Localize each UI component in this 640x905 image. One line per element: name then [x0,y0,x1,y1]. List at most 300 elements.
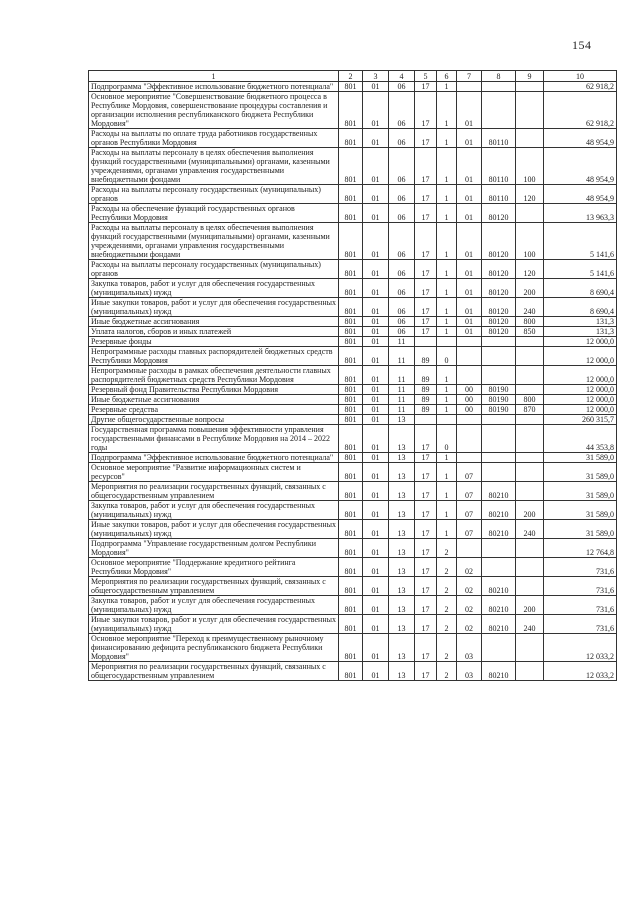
row-name-cell: Непрограммные расходы в рамках обеспечения деятельности главных распорядителей бюджетных средств Республики Мордовия [89,366,339,385]
row-code-cell: 01 [363,520,389,539]
table-row [89,596,617,615]
row-code-cell: 01 [363,337,389,347]
row-code-cell: 06 [389,204,415,223]
row-code-cell: 13 [389,463,415,482]
row-name-cell: Расходы на выплаты персоналу государственных (муниципальных) органов [89,185,339,204]
row-code-cell: 1 [437,82,457,92]
row-code-cell [516,539,544,558]
table-row [89,463,617,482]
row-code-cell: 01 [457,279,482,298]
row-sum-cell: 13 963,3 [544,204,617,223]
row-sum-cell: 44 353,8 [544,425,617,453]
row-code-cell: 100 [516,148,544,185]
table-row [89,204,617,223]
row-code-cell: 870 [516,405,544,415]
row-code-cell: 801 [339,405,363,415]
row-sum-cell: 12 000,0 [544,366,617,385]
row-code-cell [482,337,516,347]
row-name-cell: Основное мероприятие "Развитие информационных систем и ресурсов" [89,463,339,482]
row-sum-cell: 12 764,8 [544,539,617,558]
row-code-cell: 02 [457,577,482,596]
row-sum-cell: 12 000,0 [544,385,617,395]
row-code-cell [516,425,544,453]
row-code-cell: 17 [415,615,437,634]
row-code-cell: 1 [437,482,457,501]
header-cell: 10 [544,71,617,82]
row-name-cell: Закупка товаров, работ и услуг для обеспечения государственных (муниципальных) нужд [89,596,339,615]
row-name-cell: Закупка товаров, работ и услуг для обеспечения государственных (муниципальных) нужд [89,279,339,298]
row-name-cell: Подпрограмма "Управление государственным долгом Республики Мордовия" [89,539,339,558]
row-code-cell: 13 [389,415,415,425]
row-code-cell: 01 [363,577,389,596]
row-code-cell: 01 [363,395,389,405]
row-code-cell: 1 [437,185,457,204]
row-code-cell: 801 [339,148,363,185]
row-name-cell: Резервные средства [89,405,339,415]
row-name-cell: Расходы на обеспечение функций государственных органов Республики Мордовия [89,204,339,223]
row-code-cell [516,385,544,395]
row-code-cell: 80210 [482,596,516,615]
row-code-cell: 1 [437,366,457,385]
row-code-cell: 1 [437,317,457,327]
row-code-cell: 01 [363,317,389,327]
row-code-cell: 17 [415,327,437,337]
row-code-cell: 01 [457,298,482,317]
row-sum-cell: 8 690,4 [544,279,617,298]
row-code-cell: 17 [415,129,437,148]
row-code-cell: 1 [437,260,457,279]
row-code-cell: 17 [415,298,437,317]
row-code-cell [482,425,516,453]
row-code-cell [516,662,544,681]
row-name-cell: Резервный фонд Правительства Республики Мордовия [89,385,339,395]
row-name-cell: Подпрограмма "Эффективное использование бюджетного потенциала" [89,82,339,92]
row-code-cell: 801 [339,337,363,347]
row-code-cell: 800 [516,317,544,327]
table-row [89,129,617,148]
row-code-cell: 02 [457,558,482,577]
row-code-cell: 06 [389,279,415,298]
row-code-cell [516,558,544,577]
row-code-cell [457,337,482,347]
row-sum-cell: 31 589,0 [544,463,617,482]
row-code-cell: 801 [339,501,363,520]
row-sum-cell: 62 918,2 [544,82,617,92]
row-code-cell: 01 [363,662,389,681]
row-code-cell [516,129,544,148]
row-code-cell: 01 [457,223,482,260]
row-code-cell: 11 [389,366,415,385]
row-code-cell: 07 [457,501,482,520]
row-code-cell: 801 [339,539,363,558]
row-code-cell: 13 [389,615,415,634]
header-cell: 6 [437,71,457,82]
row-code-cell: 01 [363,425,389,453]
row-sum-cell: 260 315,7 [544,415,617,425]
row-name-cell: Мероприятия по реализации государственных функций, связанных с общегосударственным управлением [89,662,339,681]
row-code-cell: 801 [339,317,363,327]
row-code-cell: 801 [339,615,363,634]
row-code-cell: 80120 [482,223,516,260]
row-code-cell: 850 [516,327,544,337]
row-code-cell [482,92,516,129]
row-code-cell: 80210 [482,577,516,596]
table-row [89,337,617,347]
row-code-cell: 01 [457,129,482,148]
row-code-cell: 0 [437,347,457,366]
row-code-cell: 0 [437,425,457,453]
table-row [89,405,617,415]
row-code-cell: 07 [457,482,482,501]
row-code-cell: 01 [363,260,389,279]
table-row [89,577,617,596]
table-row [89,539,617,558]
row-code-cell: 17 [415,425,437,453]
row-name-cell: Мероприятия по реализации государственных функций, связанных с общегосударственным управлением [89,482,339,501]
row-code-cell: 1 [437,501,457,520]
row-sum-cell: 731,6 [544,596,617,615]
row-code-cell: 01 [363,223,389,260]
row-code-cell: 100 [516,223,544,260]
row-code-cell: 801 [339,129,363,148]
row-code-cell: 00 [457,405,482,415]
row-code-cell [482,415,516,425]
row-code-cell: 89 [415,366,437,385]
row-code-cell: 06 [389,317,415,327]
row-name-cell: Основное мероприятие "Поддержание кредитного рейтинга Республики Мордовия" [89,558,339,577]
row-code-cell: 01 [457,204,482,223]
row-code-cell: 01 [457,260,482,279]
row-name-cell: Расходы на выплаты персоналу в целях обеспечения выполнения функций государственными (муниципальными) органами, казенными учреждениями, органами управления государственными внебюджетными фондами [89,148,339,185]
row-code-cell: 801 [339,634,363,662]
row-code-cell [457,425,482,453]
table-header-row [89,71,617,82]
row-name-cell: Расходы на выплаты по оплате труда работников государственных органов Республики Мордовия [89,129,339,148]
row-code-cell: 80110 [482,129,516,148]
table-row [89,558,617,577]
table-row [89,148,617,185]
row-code-cell: 01 [457,317,482,327]
row-code-cell: 120 [516,260,544,279]
row-code-cell [482,558,516,577]
row-code-cell: 06 [389,185,415,204]
table-row [89,415,617,425]
table-row [89,662,617,681]
row-code-cell: 01 [457,92,482,129]
row-code-cell: 01 [363,92,389,129]
row-code-cell: 17 [415,92,437,129]
row-sum-cell: 12 000,0 [544,337,617,347]
row-code-cell: 11 [389,395,415,405]
row-code-cell: 17 [415,482,437,501]
row-code-cell: 17 [415,223,437,260]
table-row [89,366,617,385]
row-code-cell: 2 [437,596,457,615]
row-sum-cell: 12 000,0 [544,405,617,415]
row-code-cell [457,453,482,463]
row-code-cell: 01 [363,185,389,204]
row-sum-cell: 31 589,0 [544,453,617,463]
row-code-cell: 1 [437,279,457,298]
row-code-cell [457,539,482,558]
page-number: 154 [572,38,592,52]
row-sum-cell: 62 918,2 [544,92,617,129]
row-code-cell: 01 [363,298,389,317]
row-code-cell: 80120 [482,327,516,337]
row-code-cell: 17 [415,185,437,204]
row-code-cell: 17 [415,82,437,92]
table-row [89,298,617,317]
row-code-cell [482,366,516,385]
row-code-cell: 1 [437,453,457,463]
row-name-cell: Уплата налогов, сборов и иных платежей [89,327,339,337]
row-code-cell [415,415,437,425]
budget-allocation-table [88,70,617,681]
row-code-cell: 01 [363,463,389,482]
row-code-cell: 80120 [482,279,516,298]
row-name-cell: Непрограммные расходы главных распорядителей бюджетных средств Республики Мордовия [89,347,339,366]
row-code-cell: 80210 [482,662,516,681]
table-row [89,634,617,662]
row-code-cell: 02 [457,615,482,634]
row-code-cell: 200 [516,279,544,298]
row-code-cell [516,337,544,347]
row-code-cell: 13 [389,577,415,596]
row-name-cell: Закупка товаров, работ и услуг для обеспечения государственных (муниципальных) нужд [89,501,339,520]
row-name-cell: Иные бюджетные ассигнования [89,395,339,405]
row-code-cell [516,634,544,662]
row-code-cell [437,415,457,425]
row-code-cell: 89 [415,385,437,395]
row-code-cell: 00 [457,395,482,405]
header-cell: 1 [89,71,339,82]
row-code-cell [482,463,516,482]
row-name-cell: Расходы на выплаты персоналу государственных (муниципальных) органов [89,260,339,279]
row-sum-cell: 5 141,6 [544,223,617,260]
row-code-cell: 13 [389,501,415,520]
row-code-cell: 801 [339,558,363,577]
row-sum-cell: 12 000,0 [544,395,617,405]
row-code-cell: 13 [389,662,415,681]
row-code-cell: 801 [339,385,363,395]
row-code-cell: 17 [415,558,437,577]
row-name-cell: Иные бюджетные ассигнования [89,317,339,327]
row-code-cell: 01 [363,385,389,395]
row-code-cell: 01 [363,453,389,463]
row-sum-cell: 731,6 [544,615,617,634]
row-code-cell: 80120 [482,317,516,327]
row-code-cell: 13 [389,453,415,463]
table-body [89,82,617,681]
row-code-cell: 801 [339,662,363,681]
row-sum-cell: 48 954,9 [544,129,617,148]
row-code-cell [457,82,482,92]
table-row [89,185,617,204]
row-code-cell: 06 [389,260,415,279]
row-code-cell: 01 [363,405,389,415]
row-code-cell: 13 [389,634,415,662]
row-code-cell: 11 [389,337,415,347]
row-name-cell: Государственная программа повышения эффективности управления государственными финансами в Республике Мордовия на 2014 – 2022 годы [89,425,339,453]
row-code-cell: 80210 [482,501,516,520]
row-code-cell: 1 [437,395,457,405]
row-code-cell [516,82,544,92]
row-code-cell: 13 [389,425,415,453]
row-code-cell [482,539,516,558]
row-sum-cell: 31 589,0 [544,482,617,501]
row-code-cell [482,453,516,463]
row-code-cell: 01 [363,558,389,577]
row-name-cell: Иные закупки товаров, работ и услуг для обеспечения государственных (муниципальных) нужд [89,615,339,634]
row-code-cell: 17 [415,279,437,298]
row-code-cell: 2 [437,634,457,662]
row-code-cell: 801 [339,395,363,405]
row-code-cell [516,577,544,596]
row-code-cell: 01 [363,148,389,185]
row-code-cell: 13 [389,482,415,501]
row-code-cell [516,347,544,366]
row-code-cell: 89 [415,405,437,415]
row-code-cell [457,366,482,385]
row-code-cell: 17 [415,634,437,662]
row-code-cell: 01 [363,347,389,366]
row-code-cell: 01 [363,327,389,337]
row-code-cell: 80190 [482,395,516,405]
row-code-cell: 80190 [482,405,516,415]
row-code-cell: 80110 [482,148,516,185]
row-code-cell: 80120 [482,298,516,317]
row-sum-cell: 48 954,9 [544,185,617,204]
row-code-cell: 2 [437,577,457,596]
row-code-cell: 06 [389,223,415,260]
row-code-cell: 2 [437,558,457,577]
row-code-cell: 1 [437,298,457,317]
row-code-cell: 01 [363,634,389,662]
row-code-cell: 01 [363,279,389,298]
row-code-cell: 01 [457,185,482,204]
row-code-cell: 200 [516,596,544,615]
row-code-cell: 1 [437,204,457,223]
row-code-cell: 89 [415,395,437,405]
row-code-cell [516,415,544,425]
row-code-cell: 11 [389,347,415,366]
row-name-cell: Мероприятия по реализации государственных функций, связанных с общегосударственным управлением [89,577,339,596]
row-code-cell: 02 [457,596,482,615]
row-code-cell: 17 [415,204,437,223]
row-code-cell: 06 [389,298,415,317]
row-code-cell: 1 [437,92,457,129]
row-code-cell: 801 [339,185,363,204]
row-code-cell: 00 [457,385,482,395]
table-row [89,453,617,463]
header-cell: 5 [415,71,437,82]
row-code-cell: 17 [415,520,437,539]
row-code-cell: 01 [363,596,389,615]
row-code-cell: 801 [339,520,363,539]
header-cell: 2 [339,71,363,82]
row-code-cell: 801 [339,425,363,453]
row-code-cell: 06 [389,327,415,337]
row-name-cell: Другие общегосударственные вопросы [89,415,339,425]
header-cell: 3 [363,71,389,82]
row-code-cell: 1 [437,463,457,482]
row-code-cell: 2 [437,615,457,634]
row-code-cell: 01 [363,501,389,520]
row-code-cell: 801 [339,577,363,596]
row-code-cell: 01 [363,366,389,385]
row-code-cell: 03 [457,634,482,662]
row-code-cell: 03 [457,662,482,681]
row-code-cell: 11 [389,405,415,415]
row-sum-cell: 131,3 [544,317,617,327]
row-code-cell: 200 [516,501,544,520]
row-code-cell: 17 [415,539,437,558]
header-cell: 7 [457,71,482,82]
table-row [89,520,617,539]
row-code-cell: 11 [389,385,415,395]
row-code-cell: 01 [363,129,389,148]
row-code-cell: 2 [437,662,457,681]
table-row [89,223,617,260]
row-sum-cell: 5 141,6 [544,260,617,279]
table-row [89,615,617,634]
row-code-cell: 80210 [482,482,516,501]
row-code-cell: 801 [339,298,363,317]
row-code-cell: 801 [339,596,363,615]
row-code-cell [516,453,544,463]
table-row [89,385,617,395]
row-code-cell: 13 [389,520,415,539]
row-code-cell: 13 [389,539,415,558]
row-code-cell: 80120 [482,260,516,279]
row-code-cell: 2 [437,539,457,558]
row-code-cell: 120 [516,185,544,204]
row-code-cell: 801 [339,347,363,366]
row-code-cell: 801 [339,82,363,92]
row-name-cell: Расходы на выплаты персоналу в целях обеспечения выполнения функций государственными (муниципальными) органами, казенными учреждениями, органами управления государственными внебюджетными фондами [89,223,339,260]
row-code-cell: 240 [516,520,544,539]
row-code-cell: 801 [339,366,363,385]
row-code-cell: 801 [339,463,363,482]
row-code-cell: 801 [339,327,363,337]
row-code-cell [516,204,544,223]
row-code-cell: 80120 [482,204,516,223]
row-code-cell [482,634,516,662]
row-name-cell: Иные закупки товаров, работ и услуг для обеспечения государственных (муниципальных) нужд [89,298,339,317]
row-code-cell: 1 [437,385,457,395]
row-code-cell: 01 [363,482,389,501]
row-code-cell: 17 [415,317,437,327]
row-sum-cell: 8 690,4 [544,298,617,317]
row-code-cell: 01 [457,148,482,185]
row-sum-cell: 31 589,0 [544,520,617,539]
row-sum-cell: 12 033,2 [544,634,617,662]
row-code-cell: 17 [415,501,437,520]
row-code-cell: 07 [457,463,482,482]
table-row [89,327,617,337]
row-sum-cell: 131,3 [544,327,617,337]
row-code-cell: 801 [339,204,363,223]
row-code-cell: 801 [339,415,363,425]
row-code-cell [516,366,544,385]
row-code-cell: 01 [363,82,389,92]
row-code-cell: 1 [437,223,457,260]
header-cell: 8 [482,71,516,82]
row-code-cell: 801 [339,453,363,463]
row-code-cell: 17 [415,148,437,185]
row-name-cell: Резервные фонды [89,337,339,347]
table-row [89,395,617,405]
